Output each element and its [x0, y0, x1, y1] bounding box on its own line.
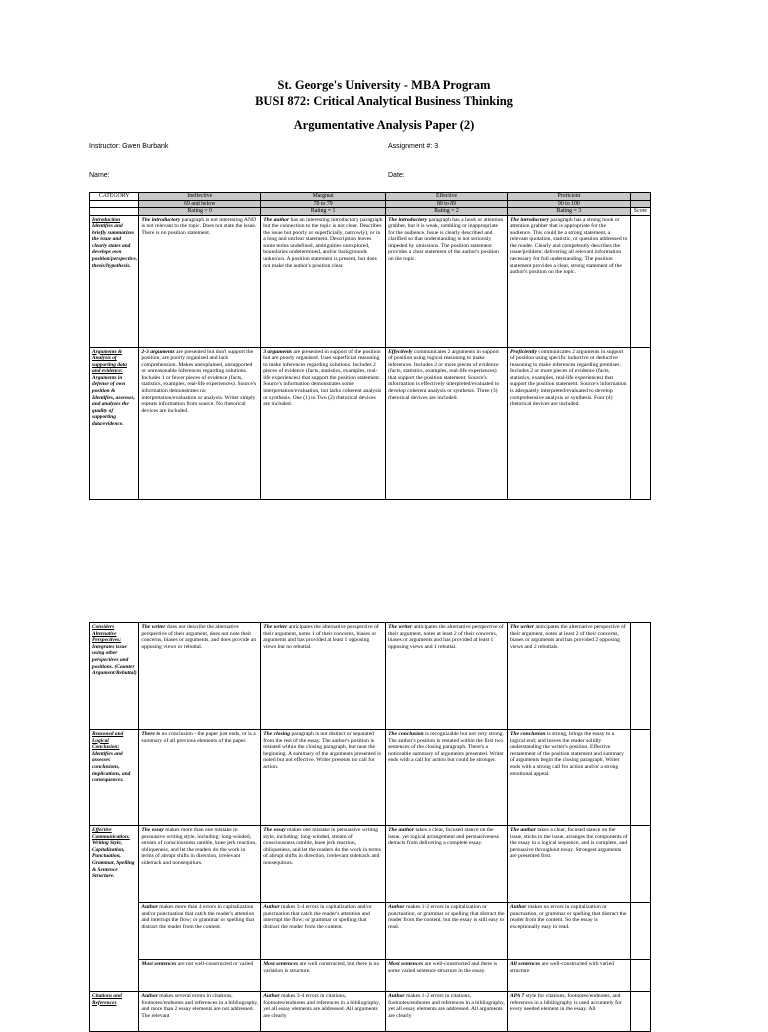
criteria-lead: Most sentences	[141, 961, 177, 967]
criteria-cell-effective	[386, 623, 508, 730]
criteria-cell-ineffective	[139, 215, 261, 347]
criteria-lead: The essay	[263, 827, 286, 833]
criteria-text: are presented but don't support the position, are poorly organised and lack comprehension. Makes unexplained, unsupported or unreasonable inferences regarding solutions. Includes 1 or fewer pieces of evidence (facts, statistics, examples, real-life experiences). Source's information demonstrates no interpretation/evaluation or analysis. Writer simply repeats information from source. No rhetorical devices are included.	[141, 348, 257, 414]
category-heading: Reasoned and Logical Conclusion:	[92, 731, 124, 751]
criteria-cell-marginal	[261, 903, 386, 960]
criteria-text: paragraph has a hook or attention grabber, but it is weak, rambling or inappropriate for the audience. Issue is clearly described and clarified so that understanding is not seriously impeded by omissions. The position statement provides a clear statement of the author's position on the topic.	[388, 216, 504, 263]
assignment-title: Argumentative Analysis Paper (2)	[293, 118, 475, 132]
category-description: Identifies and assesses conclusions, implications, and consequences.	[92, 750, 131, 784]
criteria-text: anticipates the alternative perspective of their argument, notes 1 of their concerns, biases or arguments and has provided at least 1 opposing views but no rebuttal.	[263, 624, 379, 650]
criteria-cell-proficient	[507, 347, 630, 499]
criteria-cell-marginal	[261, 215, 386, 347]
category-heading: Considers Alternative Perspectives:	[92, 624, 122, 644]
rubric-table-page-2	[89, 622, 651, 1032]
level-range-marginal: 70 to 79	[261, 200, 386, 208]
criteria-cell-marginal	[261, 730, 386, 826]
criteria-text: communicates 2 arguments in support of position using specific inductive or deductive reasoning to make inferences regarding premises. Includes 2 or more pieces of evidence (facts, statistics, examples, real-life experiences) that support the position statement. Source's information is adequately interpreted/evaluated to develop comprehensive analysis or synthesis. Four (4) rhetorical devices are included.	[509, 348, 627, 408]
level-range-proficient: 90 to 100	[507, 200, 630, 208]
criteria-lead: Most sentences	[388, 961, 424, 967]
criteria-text: makes more than 4 errors in capitalization and/or punctuation that catch the reader's attention and interrupt the flow; or grammar or spelling that distract the reader from the content.	[141, 904, 255, 930]
rubric-row-alternative-perspectives	[90, 623, 651, 730]
criteria-lead: The introductory	[388, 216, 428, 223]
criteria-text: is strong, brings the essay to a logical end; and leaves the reader solidly understanding the writer's position. Effective restatement of the position statement and summary of arguments begin the closing paragraph. Writer ends with a strong call fro action and/or a strong emotional appeal.	[509, 731, 624, 777]
criteria-lead: The writer	[263, 624, 288, 630]
category-description: Writing Style, Capitalization, Punctuation, Grammar, Spelling & Sentence Structure.	[92, 840, 135, 880]
criteria-lead: Proficiently	[509, 348, 537, 355]
criteria-text: are presented in support of the position but are poorly organised. Uses superficial reasoning to make inferences regarding solutions. Includes 2 pieces of evidence (facts, statistics, examples, real-life experiences) that support the position statement. Source's information demonstrates some interpretation/evaluation, but lacks coherent analysis or synthesis. One (1) to Two (2) rhetorical devices are included.	[263, 348, 382, 408]
criteria-text: makes one mistake in persuasive writing style, including: long-winded, stream of consciousness ramble, knee jerk reaction, obliqueness, and let the readers do the work in terms of abrupt shifts in direction, irrelevant sidetrack and nonsequiturs.	[263, 827, 381, 866]
criteria-text: paragraph is not distinct or separated from the rest of the essay. The author's position is restated within the closing paragraph, but near the beginning. A summary of the arguments presented is noted but not effective. Writer presents no call for action.	[263, 731, 381, 770]
score-cell[interactable]	[630, 347, 650, 499]
rubric-row-conclusion	[90, 730, 651, 826]
criteria-cell-effective	[386, 347, 508, 499]
criteria-lead: 3 arguments	[263, 348, 292, 355]
criteria-lead: Author	[388, 904, 405, 910]
criteria-cell-marginal	[261, 960, 386, 992]
score-cell[interactable]	[630, 826, 650, 903]
category-heading: Citations and References	[92, 993, 122, 1006]
criteria-text: are well-constructed with varied structure	[509, 961, 614, 974]
category-heading: Arguments & Analysis of supporting data and evidence:	[92, 348, 127, 375]
criteria-lead: The author	[509, 827, 536, 833]
criteria-cell-effective	[386, 903, 508, 960]
category-description: Identifies and briefly summarizes the issue and clearly states and develops own position/perspective, thesis/hypothesis.	[92, 223, 138, 269]
criteria-lead: Most sentences	[263, 961, 299, 967]
criteria-text: are well constructed, but there is no variation is structure.	[263, 961, 380, 974]
category-description: Arguments in defense of own position & Identifies, assesses, and analyzes the quality of supporting data/evidence.	[92, 374, 135, 428]
level-range-ineffective: 69 and below	[139, 200, 261, 208]
criteria-text: makes no errors in capitalization or punctuation, or grammar or spelling that distract the reader from the content. So the essay is exceptionally easy to read.	[509, 904, 627, 930]
criteria-text: are well-constructed and there is some varied sentence structure in the essay.	[388, 961, 498, 974]
assignment-number-label: Assignment #: 3	[388, 143, 439, 150]
university-program-title: St. George's University - MBA Program	[277, 78, 491, 92]
score-header: Score	[630, 208, 650, 216]
level-rating-effective: Rating = 2	[386, 208, 508, 216]
criteria-cell-proficient	[507, 992, 630, 1032]
criteria-cell-ineffective	[139, 623, 261, 730]
rubric-row-sentences	[90, 960, 651, 992]
category-cell	[90, 623, 139, 730]
criteria-lead: 2-3 arguments	[141, 348, 175, 355]
criteria-cell-marginal	[261, 992, 386, 1032]
level-rating-proficient: Rating = 3	[507, 208, 630, 216]
score-cell[interactable]	[630, 730, 650, 826]
criteria-cell-proficient	[507, 215, 630, 347]
criteria-lead: The writer	[388, 624, 413, 630]
category-header-spacer	[90, 200, 139, 208]
criteria-lead: The conclusion	[388, 731, 424, 737]
criteria-text: takes a clear, focused stance on the issue, yet logical arrangement and persuasiveness detracts from delivering a complete essay.	[388, 827, 499, 847]
criteria-lead: Author	[263, 904, 280, 910]
criteria-text: takes a clear, focused stance on the issue, sticks to the issue, arranges the components of the essay in a logical sequence, and is complete, and persuasive throughout essay. Strongest arguments are presented first.	[509, 827, 628, 860]
criteria-cell-ineffective	[139, 347, 261, 499]
category-header: CATEGORY	[90, 193, 139, 201]
date-label: Date:	[388, 172, 405, 179]
criteria-cell-ineffective	[139, 992, 261, 1032]
criteria-cell-ineffective	[139, 903, 261, 960]
criteria-cell-proficient	[507, 730, 630, 826]
rubric-row-citations	[90, 992, 651, 1032]
criteria-cell-ineffective	[139, 730, 261, 826]
name-label: Name:	[89, 172, 110, 179]
criteria-cell-proficient	[507, 960, 630, 992]
criteria-lead: There is	[141, 731, 161, 737]
rubric-row-introduction	[90, 215, 651, 347]
category-cell	[90, 730, 139, 826]
criteria-text: has an interesting introductory paragraph but the connection to the topic is not clear. Describes the issue but poorly or superficially, narrowly), or in a long and unclear statement. Description leaves some terms undefined, ambiguities unexplored, boundaries undetermined, and/or backgrounds unknown. A position statement is present, but does not make the author's position clear.	[263, 216, 383, 269]
criteria-lead: Effectively	[388, 348, 413, 355]
instructor-label: Instructor: Gwen Burbank	[89, 143, 169, 150]
score-cell[interactable]	[630, 623, 650, 730]
criteria-lead: The author	[263, 216, 290, 223]
criteria-lead: The writer	[141, 624, 166, 630]
criteria-lead: The introductory	[509, 216, 549, 223]
criteria-cell-effective	[386, 992, 508, 1032]
criteria-text: does not describe the alternative perspective of their argument, does not note their concerns, biases or arguments, and does provide an opposing views or rebuttal.	[141, 624, 257, 650]
score-cell[interactable]	[630, 992, 650, 1032]
category-heading: Effective Communication:	[92, 827, 130, 840]
category-cell	[90, 826, 139, 992]
criteria-lead: Author	[141, 904, 158, 910]
rubric-row-communication	[90, 826, 651, 903]
category-heading: Introduction	[92, 216, 121, 223]
level-name-marginal: Marginal	[261, 193, 386, 201]
criteria-cell-effective	[386, 730, 508, 826]
score-cell[interactable]	[630, 960, 650, 992]
category-cell	[90, 347, 139, 499]
level-name-proficient: Proficient	[507, 193, 630, 201]
category-header-spacer-2	[90, 208, 139, 216]
criteria-cell-ineffective	[139, 826, 261, 903]
score-cell[interactable]	[630, 215, 650, 347]
criteria-text: no conclusion - the paper just ends, or is a summary of all previous elements of the paper.	[141, 731, 256, 744]
category-description: Integrates issue using other perspectives and positions. (Counter Argument/Rebuttal)	[92, 643, 137, 677]
criteria-lead: The introductory	[141, 216, 181, 223]
criteria-lead: Author	[509, 904, 527, 910]
criteria-cell-effective	[386, 826, 508, 903]
criteria-text: paragraph has a strong hook or attention grabber that is appropriate for the audience. This could be a strong statement, a relevant quotation, statistic, or question addressed to the reader. Clearly and competently describes the issue/problem; delivering all relevant information necessary for full understanding. The position statement provides a clear, strong statement of the author's position on the topic.	[509, 216, 628, 276]
criteria-lead: Author	[388, 993, 405, 999]
course-title: BUSI 872: Critical Analytical Business Thinking	[255, 94, 513, 108]
criteria-text: paragraph is not interesting AND is not relevant to the topic. Does not state the issue. There is no position statement.	[141, 216, 257, 236]
criteria-cell-marginal	[261, 623, 386, 730]
criteria-lead: The essay	[141, 827, 164, 833]
level-rating-ineffective: Rating = 0	[139, 208, 261, 216]
level-name-ineffective: Ineffective	[139, 193, 261, 201]
rubric-row-mechanics	[90, 903, 651, 960]
criteria-cell-effective	[386, 215, 508, 347]
criteria-text: anticipates the alternative perspective of their argument, notes at least 2 of their concerns, biases or arguments and has provided at least 1 opposing views and 1 rebuttal.	[388, 624, 504, 650]
category-cell	[90, 215, 139, 347]
level-name-effective: Effective	[386, 193, 508, 201]
criteria-cell-proficient	[507, 623, 630, 730]
criteria-text: is recognizable but not very strong. The author's position is restated within the first two sentences of the closing paragraph. There's a noticeable summary of arguments presented. Writer ends with a call for action but could be stronger.	[388, 731, 504, 764]
criteria-text: style for citations, footnotes/endnotes, and references in a bibliography is used accurately for every needed element in the essay. All	[509, 993, 622, 1013]
criteria-lead: The writer	[509, 624, 535, 630]
criteria-cell-ineffective	[139, 960, 261, 992]
criteria-text: makes several errors in citations, footnotes/endnotes and references in a bibliography, and more than 2 essay elements are not addressed. The relevant	[141, 993, 259, 1019]
criteria-lead: The conclusion	[509, 731, 546, 737]
criteria-cell-marginal	[261, 347, 386, 499]
category-cell	[90, 992, 139, 1032]
criteria-lead: Author	[263, 993, 280, 999]
criteria-cell-proficient	[507, 826, 630, 903]
criteria-text: makes more than one mistake in persuasive writing style, including: long-winded, stream of consciousness ramble, knee jerk reaction, obliqueness, and let the readers do the work in terms of abrupt shifts in direction, irrelevant sidetrack and nonsequiturs.	[141, 827, 257, 866]
criteria-lead: APA 7	[509, 993, 525, 999]
criteria-cell-effective	[386, 960, 508, 992]
criteria-text: makes 1-2 errors in citations, footnotes/endnotes and references in a bibliography, yet all essay elements are addressed. All arguments are clearly	[388, 993, 505, 1019]
criteria-text: makes 3-4 errors in capitalization and/or punctuation that catch the reader's attention and interrupt the flow; or grammar or spelling that distract the reader from the content.	[263, 904, 372, 930]
criteria-text: makes 3-4 errors in citations, footnotes/endnotes and references in a bibliography, yet all essay elements are addressed. All arguments are clearly	[263, 993, 380, 1019]
criteria-lead: The closing	[263, 731, 291, 737]
criteria-lead: The author	[388, 827, 415, 833]
criteria-cell-proficient	[507, 903, 630, 960]
level-rating-marginal: Rating = 1	[261, 208, 386, 216]
criteria-text: anticipates the alternative perspective of their argument, notes at least 2 of their concerns, biases or arguments and has provided 2 opposing views and 2 rebuttals.	[509, 624, 626, 650]
rubric-row-arguments	[90, 347, 651, 499]
criteria-text: are not well-constructed or varied	[177, 961, 254, 967]
score-blank-header-2	[630, 200, 650, 208]
criteria-lead: All sentences	[509, 961, 541, 967]
rubric-table-page-1	[89, 192, 651, 500]
criteria-text: makes 1-2 errors in capitalization or punctuation, or grammar or spelling that distract the reader from the content, but the essay is still easy to read.	[388, 904, 505, 930]
criteria-cell-marginal	[261, 826, 386, 903]
criteria-text: communicates 2 arguments in support of position using logical reasoning to make inferences. Includes 2 or more pieces of evidence (facts, statistics, examples, real-life experiences) that support the position statement. Source's information is effectively interpreted/evaluated to develop coherent analysis or synthesis. Three (3) rhetorical devices are included.	[388, 348, 500, 401]
score-blank-header	[630, 193, 650, 201]
score-cell[interactable]	[630, 903, 650, 960]
level-range-effective: 80 to 89	[386, 200, 508, 208]
criteria-lead: Author	[141, 993, 158, 999]
